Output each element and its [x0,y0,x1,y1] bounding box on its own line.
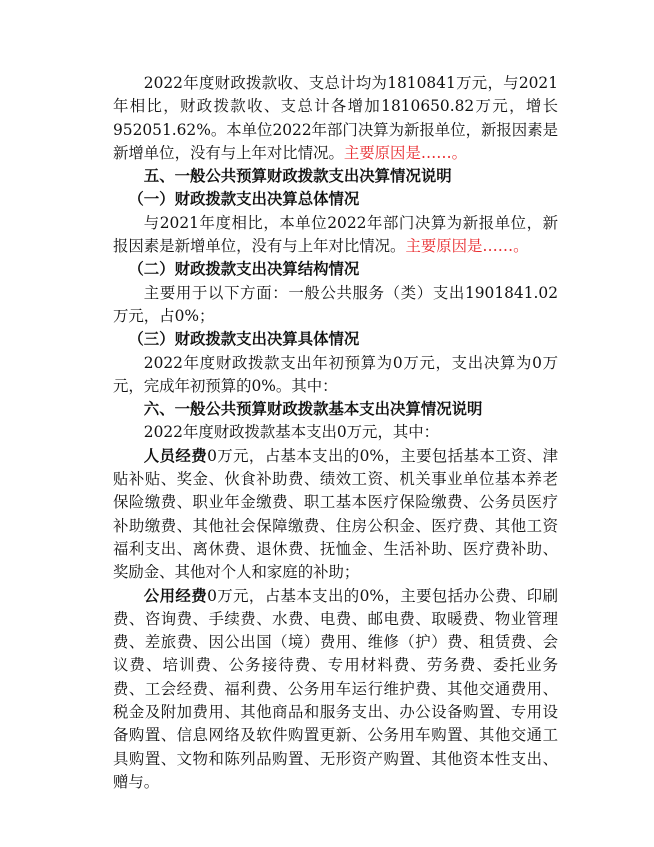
section-heading-5: 五、一般公共预算财政拨款支出决算情况说明 [143,167,452,186]
subsection-heading-details: （三）财政拨款支出决算具体情况 [128,330,360,349]
paragraph-personnel-expenses [113,445,558,585]
paragraph-text: 0万元，占基本支出的0%，主要包括办公费、印刷费、咨询费、手续费、水费、电费、邮电费、取暖费、物业管理费、差旅费、因公出国（境）费用、维修（护）费、租赁费、会议费、培训费、公务接待费、专用材料费、劳务费、委托业务费、工会经费、福利费、公务用车运行维护费、其他交通费用、税金及附加费用、其他商品和服务支出、办公设备购置、专用设备购置、信息网络及软件购置更新、公务用车购置、其他交通工具购置、文物和陈列品购置、无形资产购置、其他资本性支出、赠与。 [113,586,558,791]
subsection-heading-overall: （一）财政拨款支出决算总体情况 [128,190,360,209]
reason-placeholder: 主要原因是……。 [343,143,468,162]
document-body [113,72,558,794]
paragraph-basic-expenditure: 2022年度财政拨款基本支出0万元，其中： [143,423,440,442]
paragraph-text: 与2021年度相比，本单位2022年部门决算为新报单位，新报因素是新增单位，没有与上年对比情况。 [113,213,558,256]
paragraph-structure: 主要用于以下方面：一般公共服务（类）支出1901841.02万元，占0%； [113,283,558,325]
paragraph-text: 0万元，占基本支出的0%，主要包括基本工资、津贴补贴、奖金、伙食补助费、绩效工资、机关事业单位基本养老保险缴费、职业年金缴费、职工基本医疗保险缴费、公务员医疗补助缴费、其他社会保障缴费、住房公积金、医疗费、其他工资福利支出、离休费、退休费、抚恤金、生活补助、医疗费补助、奖励金、其他对个人和家庭的补助； [113,446,558,582]
subsection-heading-structure: （二）财政拨款支出决算结构情况 [128,260,360,279]
section-heading-6: 六、一般公共预算财政拨款基本支出决算情况说明 [143,400,483,419]
public-expenses-label: 公用经费 [143,586,208,605]
paragraph-overall-comparison [113,212,558,259]
paragraph-public-expenses [113,585,558,795]
paragraph-details: 2022年度财政拨款支出年初预算为0万元，支出决算为0万元，完成年初预算的0%。其中： [113,353,558,395]
personnel-expenses-label: 人员经费 [143,446,208,465]
paragraph-text: 2022年度财政拨款收、支总计均为1810841万元，与2021年相比，财政拨款收、支总计各增加1810650.82万元，增长952051.62%。本单位2022年部门决算为新报单位，新报因素是新增单位，没有与上年对比情况。 [113,74,558,162]
reason-placeholder: 主要原因是……。 [405,237,529,256]
paragraph-total-overview [113,72,558,165]
